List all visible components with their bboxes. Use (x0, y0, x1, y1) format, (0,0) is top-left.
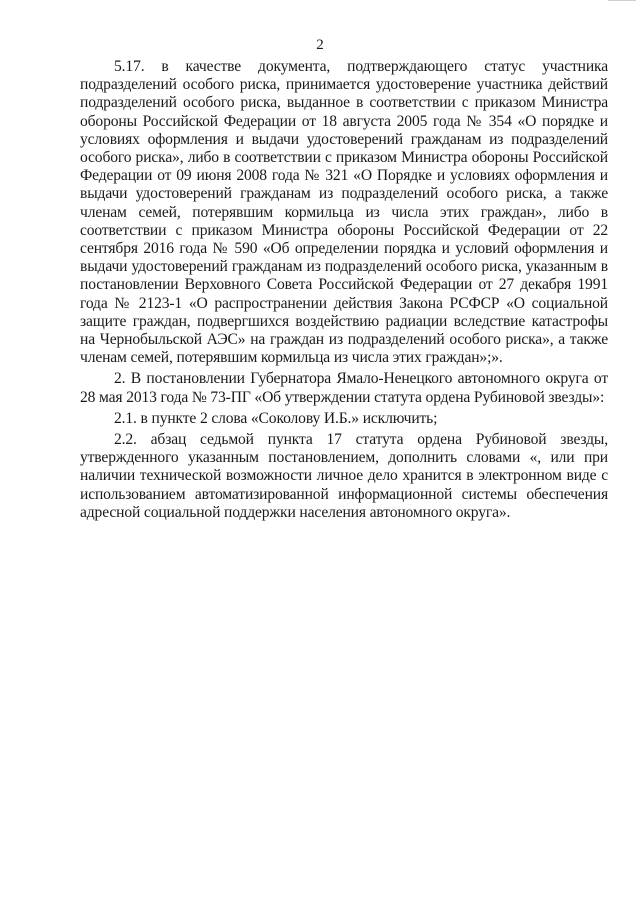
document-body (80, 58, 608, 522)
scan-edge-mark (608, 0, 636, 1)
paragraph-5-17: 5.17. в качестве документа, подтверждающего статус участника подразделений особого риска, принимается удостоверение участника действий подразделений особого риска, выданное в соответствии с приказом Министра обороны Российской Федерации от 18 августа 2005 года № 354 «О порядке и условиях оформления и выдачи удостоверений гражданам из подразделений особого риска», либо в соответствии с приказом Министра обороны Российской Федерации от 09 июня 2008 года № 321 «О Порядке и условиях оформления и выдачи удостоверений гражданам из подразделений особого риска, а также членам семей, потерявшим кормильца из числа этих граждан», либо в соответствии с приказом Министра обороны Российской Федерации от 22 сентября 2016 года № 590 «Об определении порядка и условий оформления и выдачи удостоверений гражданам из подразделений особого риска, указанным в постановлении Верховного Совета Российской Федерации от 27 декабря 1991 года № 2123-1 «О распространении действия Закона РСФСР «О социальной защите граждан, подвергшихся воздействию радиации вследствие катастрофы на Чернобыльской АЭС» на граждан из подразделений особого риска», а также членам семей, потерявшим кормильца из числа этих граждан»;». (80, 58, 608, 367)
paragraph-2-1: 2.1. в пункте 2 слова «Соколову И.Б.» исключить; (114, 409, 438, 427)
paragraph-2: 2. В постановлении Губернатора Ямало-Ненецкого автономного округа от 28 мая 2013 года № 73-ПГ «Об утверждении статута ордена Рубиновой звезды»: (80, 370, 608, 406)
paragraph-2-2: 2.2. абзац седьмой пункта 17 статута ордена Рубиновой звезды, утвержденного указанным постановлением, дополнить словами «, или при наличии технической возможности личное дело хранится в электронном виде с использованием автоматизированной информационной системы обеспечения адресной социальной поддержки населения автономного округа». (80, 431, 608, 521)
page-number: 2 (316, 37, 324, 53)
